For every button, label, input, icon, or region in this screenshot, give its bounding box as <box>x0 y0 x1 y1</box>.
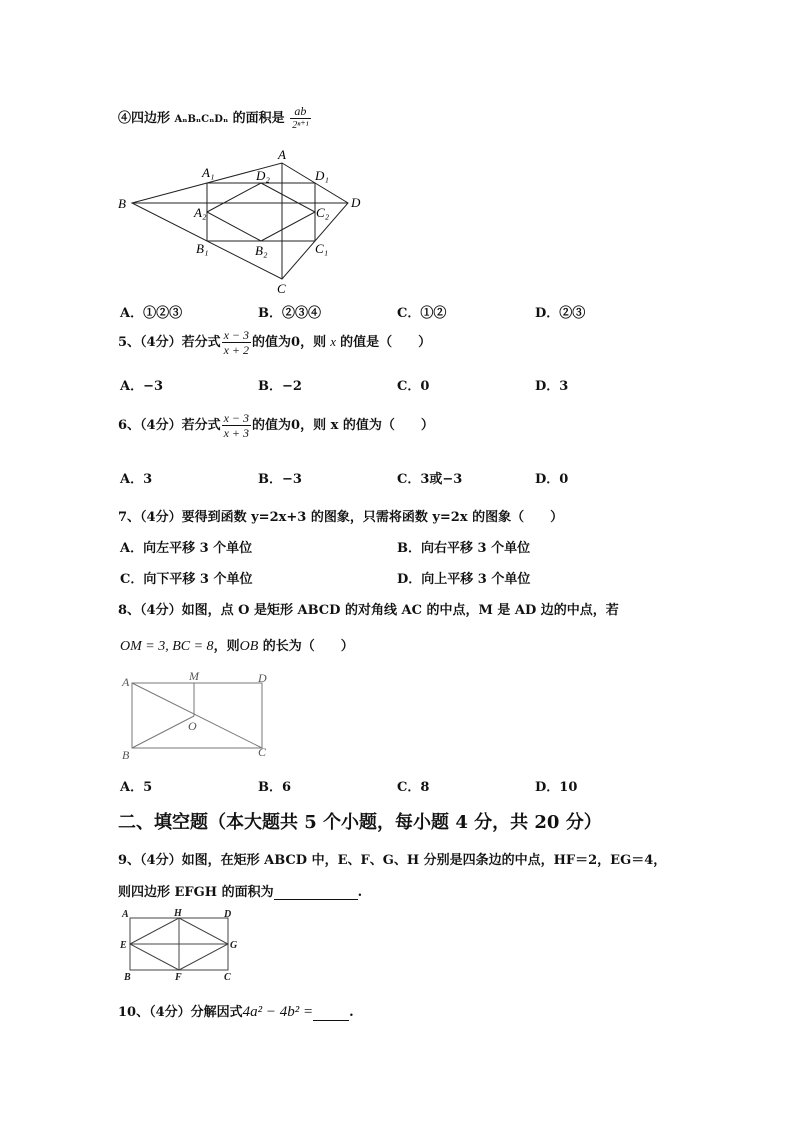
q8-given-values: OM = 3, BC = 8 <box>120 639 214 654</box>
question-9-line2: 则四边形 EFGH 的面积为 . <box>118 885 363 900</box>
q5-option-a: A．−3 <box>120 379 164 394</box>
label-B1: B₁ <box>196 241 209 256</box>
q10-answer-blank[interactable] <box>313 1006 349 1021</box>
label-A: A <box>122 909 129 920</box>
label-B2: B₂ <box>255 243 268 258</box>
label-B: B <box>122 748 130 762</box>
q8-option-d: D．10 <box>535 780 578 795</box>
q5-option-b: B．−2 <box>258 379 302 394</box>
label-F: F <box>175 972 182 983</box>
q5-option-d: D．3 <box>535 379 569 394</box>
label-E: E <box>120 940 127 951</box>
label-G: G <box>230 940 238 951</box>
rectangle-a1b1c1d1 <box>207 183 315 241</box>
question-10: 10、（4分）分解因式4a² − 4b² = . <box>118 1004 354 1020</box>
label-A2: A₂ <box>194 205 207 220</box>
label-A: A <box>122 675 130 689</box>
q4-option-a: A．①②③ <box>120 306 183 321</box>
question-8-line1: 8、（4分）如图，点 O 是矩形 ABCD 的对角线 AC 的中点，M 是 AD 边的中点，若 <box>118 603 619 618</box>
q6-option-d: D．0 <box>535 472 569 487</box>
label-B: B <box>124 972 131 983</box>
label-C: C <box>224 972 231 983</box>
label-D: D <box>351 195 361 210</box>
quad-name: AₙBₙCₙDₙ <box>174 114 229 125</box>
q6-option-a: A．3 <box>120 472 153 487</box>
q4-option-d: D．②③ <box>535 306 586 321</box>
label-C1: C₁ <box>315 241 329 256</box>
q5-fraction: $\frac{x - 3}{x + 2}$ <box>223 328 250 357</box>
q9-answer-blank[interactable] <box>274 885 358 900</box>
rhombus-a2b2c2d2 <box>207 183 315 241</box>
item4-fraction: $\frac{ab}{\text{2ⁿ⁺¹}}$ <box>292 104 309 131</box>
question-5: 5、（4分）若分式 $\frac{x - 3}{x + 2}$ 的值为0，则 x 的值是（ ） <box>118 328 432 357</box>
q4-option-b: B．②③④ <box>258 306 321 321</box>
label-A1: A₁ <box>202 165 215 180</box>
q7-option-d: D．向上平移 3 个单位 <box>397 572 531 587</box>
segment-ob <box>132 716 194 748</box>
q8-option-a: A．5 <box>120 780 153 795</box>
label-D2: D₂ <box>256 168 270 183</box>
q6-option-c: C．3或−3 <box>397 472 463 487</box>
q7-option-c: C．向下平移 3 个单位 <box>120 572 253 587</box>
q8-option-c: C．8 <box>397 780 430 795</box>
label-D: D <box>224 909 232 920</box>
label-H: H <box>174 908 182 919</box>
figure-rectangle-abcd <box>118 668 278 763</box>
q7-option-b: B．向右平移 3 个单位 <box>397 541 531 556</box>
label-C2: C₂ <box>316 205 330 220</box>
label-D: D <box>258 671 267 685</box>
label-A: A <box>278 147 286 162</box>
q10-expression: 4a² − 4b² = <box>242 1004 314 1020</box>
label-M: M <box>189 669 199 683</box>
label-O: O <box>188 719 197 733</box>
label-C: C <box>258 745 267 759</box>
item4-text: ④四边形 AₙBₙCₙDₙ 的面积是 $\frac{ab}{\text{2ⁿ⁺¹}}$ <box>118 104 309 131</box>
q5-option-c: C．0 <box>397 379 430 394</box>
q8-option-b: B．6 <box>258 780 292 795</box>
figure-quadrilateral-midpoints <box>110 145 370 295</box>
question-7: 7、（4分）要得到函数 y=2x+3 的图象，只需将函数 y=2x 的图象（ ） <box>118 510 564 525</box>
question-8-line2: OM = 3, BC = 8，则OB 的长为（ ） <box>120 639 354 654</box>
q4-option-c: C．①② <box>397 306 447 321</box>
label-B: B <box>118 196 126 211</box>
q6-option-b: B．−3 <box>258 472 302 487</box>
label-D1: D₁ <box>315 168 329 183</box>
question-6: 6、（4分）若分式 $\frac{x - 3}{x + 3}$ 的值为0，则 x 的值为（ ） <box>118 411 434 440</box>
label-C: C <box>277 281 286 295</box>
section-2-title: 二、填空题（本大题共 5 个小题，每小题 4 分，共 20 分） <box>118 812 602 833</box>
q7-option-a: A．向左平移 3 个单位 <box>120 541 253 556</box>
figure-rectangle-efgh <box>118 908 248 983</box>
question-9-line1: 9、（4分）如图，在矩形 ABCD 中，E、F、G、H 分别是四条边的中点，HF＝2，EG＝4， <box>118 853 667 868</box>
q6-fraction: $\frac{x - 3}{x + 3}$ <box>223 411 250 440</box>
